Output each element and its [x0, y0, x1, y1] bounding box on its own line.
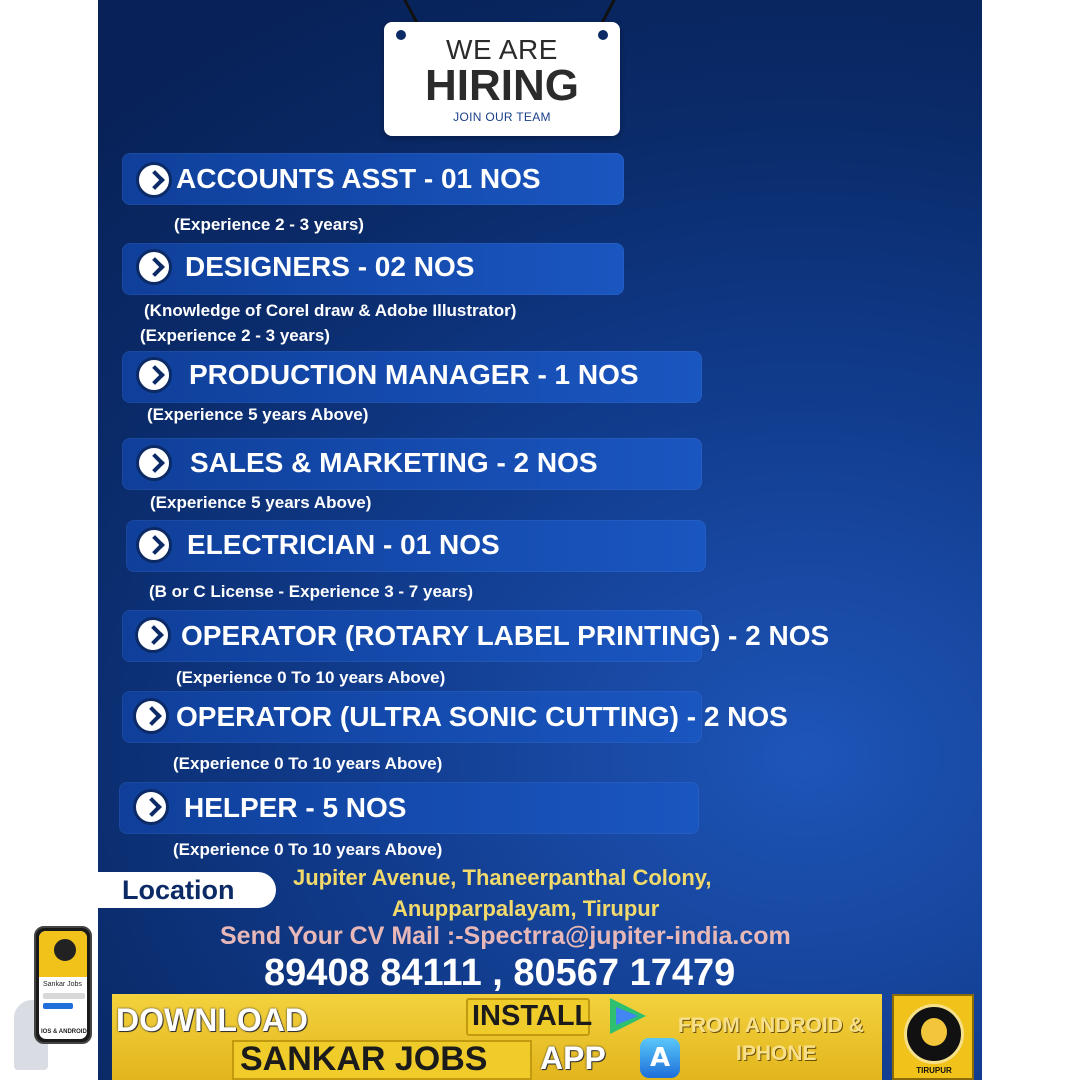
job-note: (Experience 0 To 10 years Above) — [176, 668, 446, 687]
sankar-jobs-seal — [892, 994, 974, 1080]
job-note: (Knowledge of Corel draw & Adobe Illustrator) — [144, 301, 517, 320]
phone-app-name: Sankar Jobs — [43, 981, 82, 988]
phone-screen — [39, 931, 87, 1039]
job-note: (Experience 0 To 10 years Above) — [173, 840, 443, 859]
seal-mascot-icon — [921, 1018, 947, 1046]
job-title: DESIGNERS - 02 NOS — [185, 251, 475, 282]
job-title: SALES & MARKETING - 2 NOS — [190, 447, 598, 478]
phone-platforms: IOS & ANDROID — [41, 1029, 87, 1035]
chevron-right-icon — [136, 249, 172, 285]
chevron-right-icon — [136, 527, 172, 563]
chevron-right-icon — [133, 698, 169, 734]
job-note: (Experience 0 To 10 years Above) — [173, 754, 443, 773]
address-line-2: Anupparpalayam, Tirupur — [392, 896, 660, 921]
chevron-right-icon — [136, 445, 172, 481]
job-title: PRODUCTION MANAGER - 1 NOS — [189, 359, 639, 390]
phone-numbers: 89408 84111 , 80567 17479 — [264, 952, 736, 994]
banner-from-line-1: FROM ANDROID & — [678, 1014, 864, 1037]
chevron-right-icon — [133, 789, 169, 825]
banner-from-line-2: IPHONE — [736, 1042, 817, 1065]
job-title: HELPER - 5 NOS — [184, 792, 407, 823]
google-play-inner-icon — [616, 1007, 638, 1025]
location-label: Location — [122, 875, 235, 905]
job-note: (Experience 5 years Above) — [150, 493, 372, 512]
phone-input-bar — [43, 993, 85, 999]
location-badge — [98, 872, 276, 908]
phone-button-bar — [43, 1003, 73, 1009]
app-store-icon[interactable]: A — [640, 1038, 680, 1078]
job-title: ELECTRICIAN - 01 NOS — [187, 529, 500, 560]
banner-install: INSTALL — [472, 1000, 593, 1032]
sign-line-1: WE ARE — [446, 34, 558, 65]
banner-download: DOWNLOAD — [116, 1002, 308, 1038]
job-note: (Experience 5 years Above) — [147, 405, 369, 424]
sankar-jobs-logo-icon — [52, 937, 78, 963]
hiring-sign — [384, 22, 620, 136]
seal-text: TIRUPUR — [916, 1066, 952, 1075]
job-note: (B or C License - Experience 3 - 7 years) — [149, 582, 474, 601]
banner-app: APP — [540, 1040, 606, 1076]
phone-mockup — [34, 926, 92, 1044]
chevron-right-icon — [135, 617, 171, 653]
sign-pin-icon — [598, 30, 608, 40]
hiring-poster — [98, 0, 982, 1080]
sign-line-2: HIRING — [425, 61, 579, 110]
sign-line-3: JOIN OUR TEAM — [453, 110, 551, 124]
address-line-1: Jupiter Avenue, Thaneerpanthal Colony, — [293, 865, 712, 890]
banner-brand: SANKAR JOBS — [240, 1040, 488, 1078]
job-title: OPERATOR (ROTARY LABEL PRINTING) - 2 NOS — [181, 620, 830, 651]
cv-mail: Send Your CV Mail :-Spectrra@jupiter-india.com — [220, 922, 791, 950]
job-note: (Experience 2 - 3 years) — [140, 326, 330, 345]
job-title: ACCOUNTS ASST - 01 NOS — [176, 163, 541, 194]
job-title: OPERATOR (ULTRA SONIC CUTTING) - 2 NOS — [176, 701, 788, 732]
job-note: (Experience 2 - 3 years) — [174, 215, 364, 234]
chevron-right-icon — [136, 162, 172, 198]
sign-pin-icon — [396, 30, 406, 40]
chevron-right-icon — [136, 357, 172, 393]
